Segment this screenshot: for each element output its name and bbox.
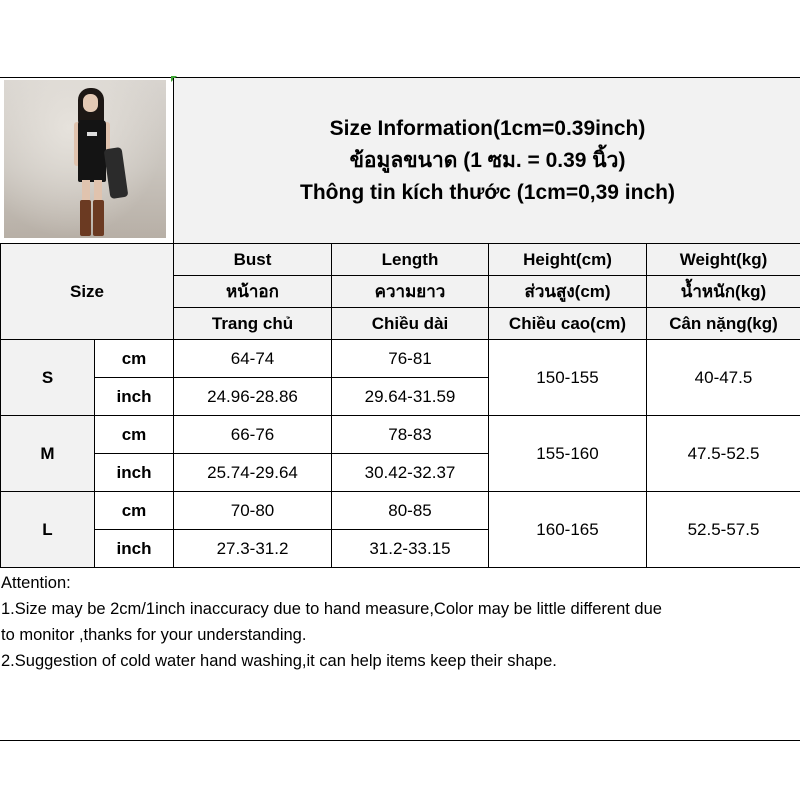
col-length-th: ความยาว	[332, 276, 489, 308]
unit-inch: inch	[95, 454, 174, 492]
weight-value: 52.5-57.5	[647, 492, 800, 568]
table-row	[1, 340, 800, 378]
table-row	[1, 416, 800, 454]
unit-cm: cm	[95, 416, 174, 454]
height-value: 150-155	[489, 340, 647, 416]
attention-line-2: 2.Suggestion of cold water hand washing,it can help items keep their shape.	[1, 652, 557, 670]
table-header-row	[1, 244, 800, 276]
size-info-header	[173, 78, 800, 243]
product-photo	[4, 80, 166, 238]
table-row	[1, 492, 800, 530]
bust-cm: 64-74	[174, 340, 332, 378]
title-vietnamese: Thông tin kích thước (1cm=0,39 inch)	[300, 180, 675, 204]
length-inch: 30.42-32.37	[332, 454, 489, 492]
size-m-label: M	[1, 416, 95, 492]
length-inch: 31.2-33.15	[332, 530, 489, 568]
col-length-en: Length	[332, 244, 489, 276]
col-height-vi: Chiều cao(cm)	[489, 308, 647, 340]
bust-cm: 66-76	[174, 416, 332, 454]
height-value: 160-165	[489, 492, 647, 568]
col-bust-th: หน้าอก	[174, 276, 332, 308]
height-value: 155-160	[489, 416, 647, 492]
bust-cm: 70-80	[174, 492, 332, 530]
col-length-vi: Chiều dài	[332, 308, 489, 340]
size-table	[0, 243, 800, 568]
length-cm: 80-85	[332, 492, 489, 530]
size-s-label: S	[1, 340, 95, 416]
col-weight-vi: Cân nặng(kg)	[647, 308, 800, 340]
col-weight-en: Weight(kg)	[647, 244, 800, 276]
attention-title: Attention:	[1, 574, 71, 592]
attention-line-1-cont: to monitor ,thanks for your understanding.	[1, 626, 307, 644]
unit-inch: inch	[95, 378, 174, 416]
attention-notes	[1, 570, 799, 674]
unit-cm: cm	[95, 340, 174, 378]
length-cm: 76-81	[332, 340, 489, 378]
size-header-cell: Size	[1, 244, 174, 340]
col-bust-vi: Trang chủ	[174, 308, 332, 340]
col-weight-th: น้ำหนัก(kg)	[647, 276, 800, 308]
bust-inch: 25.74-29.64	[174, 454, 332, 492]
unit-cm: cm	[95, 492, 174, 530]
weight-value: 47.5-52.5	[647, 416, 800, 492]
bust-inch: 24.96-28.86	[174, 378, 332, 416]
col-bust-en: Bust	[174, 244, 332, 276]
bust-inch: 27.3-31.2	[174, 530, 332, 568]
col-height-en: Height(cm)	[489, 244, 647, 276]
bottom-divider	[0, 740, 800, 741]
title-english: Size Information(1cm=0.39inch)	[329, 116, 646, 140]
weight-value: 40-47.5	[647, 340, 800, 416]
attention-line-1: 1.Size may be 2cm/1inch inaccuracy due to hand measure,Color may be little different due	[1, 600, 662, 618]
length-inch: 29.64-31.59	[332, 378, 489, 416]
unit-inch: inch	[95, 530, 174, 568]
title-thai: ข้อมูลขนาด (1 ซม. = 0.39 นิ้ว)	[349, 148, 626, 172]
length-cm: 78-83	[332, 416, 489, 454]
col-height-th: ส่วนสูง(cm)	[489, 276, 647, 308]
size-l-label: L	[1, 492, 95, 568]
